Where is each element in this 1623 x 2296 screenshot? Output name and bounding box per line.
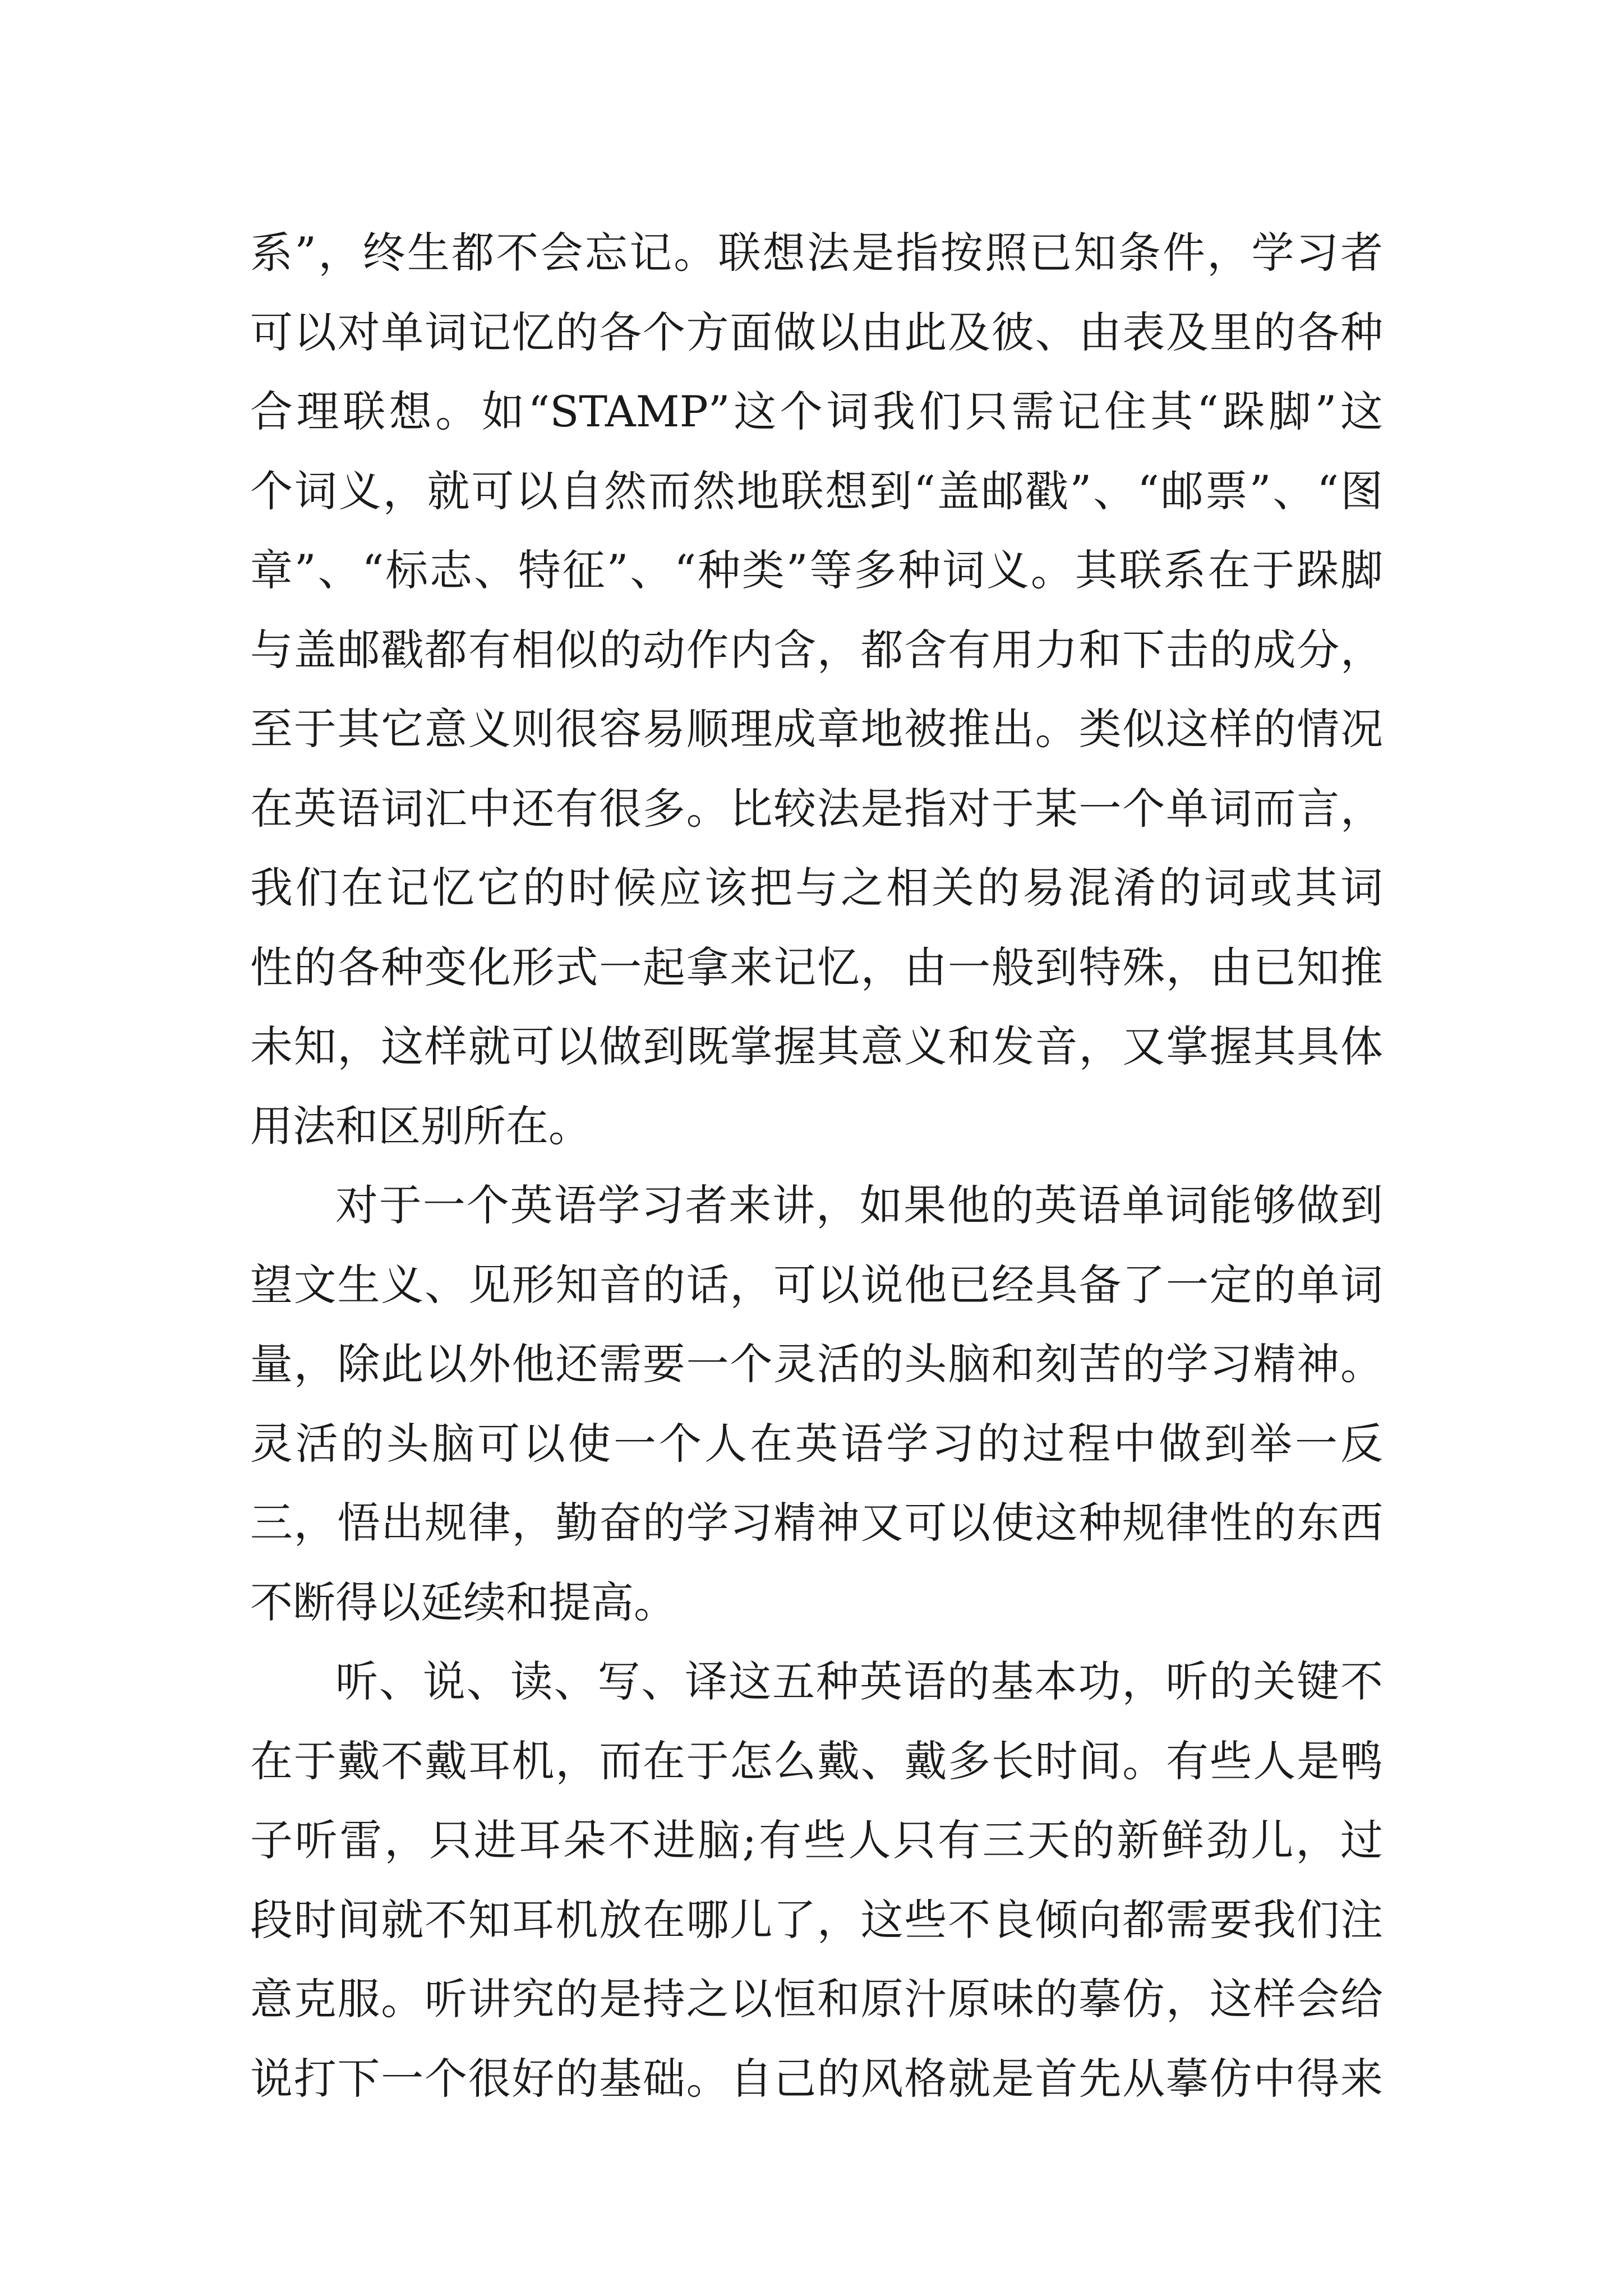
text-line: 听、说、读、写、译这五种英语的基本功，听的关键不 <box>335 1657 1383 1706</box>
text-line: 章”、“标志、特征”、“种类”等多种词义。其联系在于跺脚 <box>250 545 1383 595</box>
text-line: 未知，这样就可以做到既掌握其意义和发音，又掌握其具体 <box>250 1022 1383 1071</box>
text-line: 用法和区别所在。 <box>250 1101 591 1151</box>
text-line: 不断得以延续和提高。 <box>250 1577 676 1627</box>
text-line: 合理联想。如“STAMP”这个词我们只需记住其“跺脚”这 <box>250 386 1383 436</box>
text-line: 系”，终生都不会忘记。联想法是指按照已知条件，学习者 <box>250 228 1383 278</box>
text-line: 三，悟出规律，勤奋的学习精神又可以使这种规律性的东西 <box>250 1498 1383 1548</box>
text-line: 在英语词汇中还有很多。比较法是指对于某一个单词而言， <box>250 783 1383 834</box>
text-line: 可以对单词记忆的各个方面做以由此及彼、由表及里的各种 <box>250 307 1383 357</box>
text-line: 说打下一个很好的基础。自己的风格就是首先从摹仿中得来 <box>250 2053 1383 2104</box>
body-text <box>250 213 1383 2118</box>
text-line: 个词义，就可以自然而然地联想到“盖邮戳”、“邮票”、“图 <box>250 466 1383 516</box>
text-line: 望文生义、见形知音的话，可以说他已经具备了一定的单词 <box>250 1259 1383 1310</box>
text-line: 性的各种变化形式一起拿来记忆，由一般到特殊，由已知推 <box>250 942 1383 992</box>
text-line: 段时间就不知耳机放在哪儿了，这些不良倾向都需要我们注 <box>250 1894 1383 1945</box>
text-line: 与盖邮戳都有相似的动作内含，都含有用力和下击的成分， <box>250 624 1383 675</box>
text-line: 我们在记忆它的时候应该把与之相关的易混淆的词或其词 <box>250 863 1383 913</box>
text-line: 对于一个英语学习者来讲，如果他的英语单词能够做到 <box>335 1180 1383 1230</box>
text-line: 意克服。听讲究的是持之以恒和原汁原味的摹仿，这样会给 <box>250 1974 1383 2024</box>
text-line: 灵活的头脑可以使一个人在英语学习的过程中做到举一反 <box>250 1418 1383 1469</box>
text-line: 至于其它意义则很容易顺理成章地被推出。类似这样的情况 <box>250 704 1383 754</box>
text-line: 量，除此以外他还需要一个灵活的头脑和刻苦的学习精神。 <box>250 1339 1383 1389</box>
text-line: 子听雷，只进耳朵不进脑;有些人只有三天的新鲜劲儿，过 <box>250 1815 1383 1865</box>
text-line: 在于戴不戴耳机，而在于怎么戴、戴多长时间。有些人是鸭 <box>250 1736 1383 1786</box>
